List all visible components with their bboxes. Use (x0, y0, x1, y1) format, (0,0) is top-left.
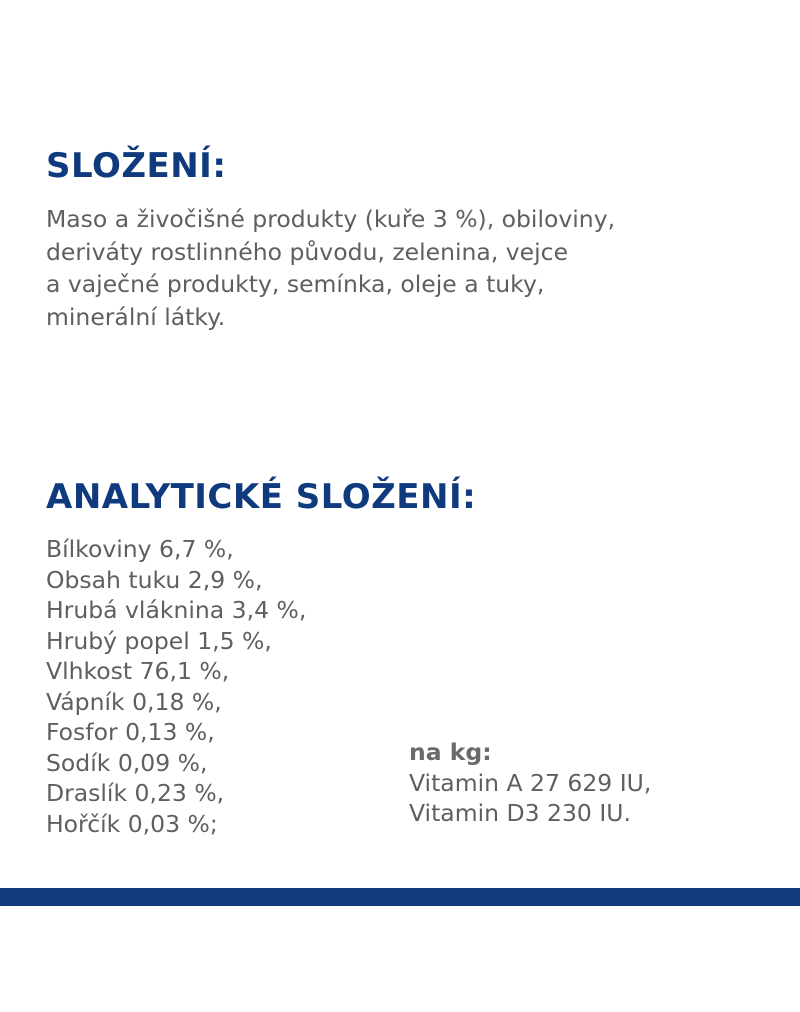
analytic-heading: ANALYTICKÉ SLOŽENÍ: (46, 477, 477, 517)
list-item: Vitamin A 27 629 IU, (409, 768, 652, 797)
composition-line: a vaječné produkty, semínka, oleje a tuky, (46, 270, 545, 298)
list-item: Hrubý popel 1,5 %, (46, 626, 272, 655)
composition-text (46, 203, 615, 333)
list-item: Hořčík 0,03 %; (46, 809, 218, 838)
list-item: Draslík 0,23 %, (46, 779, 225, 807)
bottom-bar (0, 888, 800, 906)
list-item: Vlhkost 76,1 %, (46, 657, 230, 685)
composition-heading: SLOŽENÍ: (46, 146, 227, 186)
composition-line: Maso a živočišné produkty (kuře 3 %), obiloviny, (46, 205, 616, 233)
list-item: Vitamin D3 230 IU. (409, 799, 631, 827)
per-kg-list (409, 768, 651, 829)
list-item: Bílkoviny 6,7 %, (46, 535, 234, 563)
composition-line: minerální látky. (46, 302, 226, 331)
per-kg-block (409, 737, 651, 829)
analytic-list (46, 534, 306, 839)
per-kg-title: na kg: (409, 738, 492, 766)
list-item: Obsah tuku 2,9 %, (46, 565, 263, 594)
composition-line: deriváty rostlinného původu, zelenina, vejce (46, 237, 569, 266)
list-item: Fosfor 0,13 %, (46, 718, 215, 746)
list-item: Hrubá vláknina 3,4 %, (46, 596, 307, 624)
list-item: Vápník 0,18 %, (46, 687, 222, 716)
list-item: Sodík 0,09 %, (46, 748, 208, 777)
